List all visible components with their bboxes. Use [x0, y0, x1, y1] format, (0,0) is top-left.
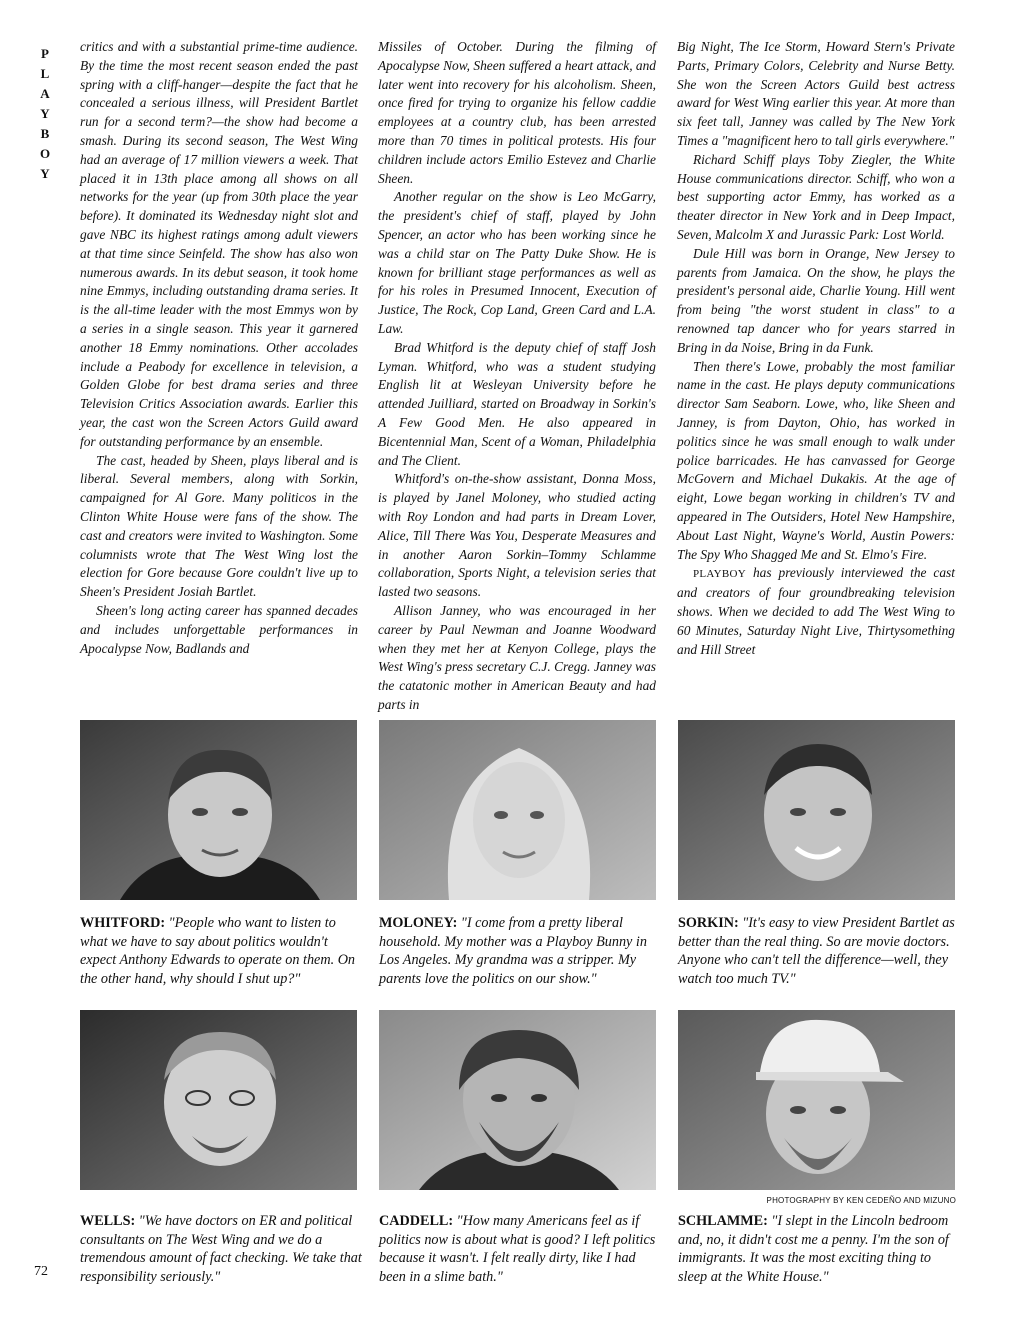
- paragraph: Sheen's long acting career has spanned decades and includes unforgettable performances in Apocalypse Now, Badlands and: [80, 602, 358, 656]
- portrait-image: [379, 1010, 656, 1190]
- portrait-image: [80, 720, 357, 900]
- caption-name: WHITFORD:: [80, 915, 166, 931]
- side-letter: A: [40, 86, 50, 101]
- portrait-image: [80, 1010, 357, 1190]
- article-column-1: [80, 38, 358, 658]
- caption-caddell: [379, 1212, 664, 1286]
- paragraph: Missiles of October. During the filming of Apocalypse Now, Sheen suffered a heart attack, and later went into recovery for his alcoholism. Sheen, once fired for trying to organize his fellow caddie employees at a country club, has been arrested more than 70 times in political protests. His four children include actors Emilio Estevez and Charlie Sheen.: [378, 39, 656, 186]
- paragraph: critics and with a substantial prime-time audience. By the time the most recent season ended the past spring with a cliff-hanger—despite the fact that he concealed a serious illness, will President Bartlet run for a second term?—the show had become a smash. During its second season, The West Wing had an average of 17 million viewers a week. That placed it in 13th place among all shows on all networks for the year (up from 30th place the year before). It dominated its Wednesday night slot and gave NBC its highest ratings among adult viewers at that time since Seinfeld. The show has also won numerous awards. In its debut season, it took home nine Emmys, including outstanding drama series. It is the all-time leader with the most Emmys won by a series in a single season. This year it garnered another 18 Emmy nominations. Other accolades include a Peabody for excellence in television, a Golden Globe for best drama series and three Television Critics Association awards. Earlier this year, the cast won the Screen Actors Guild award for outstanding performance by an ensemble.: [80, 39, 358, 449]
- paragraph-text: has previously interviewed the cast and creators of four groundbreaking television shows. When we decided to add The West Wing to 60 Minutes, Saturday Night Live, Thirtysomething and Hill Street: [677, 565, 955, 657]
- side-letter: B: [40, 126, 50, 141]
- caption-name: SORKIN:: [678, 915, 739, 931]
- caption-whitford: [80, 914, 365, 988]
- paragraph: Another regular on the show is Leo McGarry, the president's chief of staff, played by John Spencer, an actor who has been working since he was a child star on The Patty Duke Show. He is known for brilliant stage performances as well as for his roles in Presumed Innocent, Execution of Justice, The Rock, Cop Land, Green Card and L.A. Law.: [378, 189, 656, 336]
- caption-quote: "How many Americans feel as if politics now is about what is good? I left politics because it wasn't. I felt really dirty, like I had been in a slime bath.": [379, 1213, 656, 1285]
- portrait-image: [678, 1010, 955, 1190]
- paragraph: Then there's Lowe, probably the most familiar name in the cast. He plays deputy communications director Sam Seaborn. Lowe, who, like Sheen and Janney, is from Dayton, Ohio, has worked in politics since he was small enough to walk under police barricades. He has canvassed for George McGovern and Michael Dukakis. At the age of eight, Lowe began working in children's TV and appeared in The Outsiders, Hotel New Hampshire, About Last Night, Wayne's World, Austin Powers: The Spy Who Shagged Me and St. Elmo's Fire.: [677, 358, 955, 562]
- paragraph: Big Night, The Ice Storm, Howard Stern's Private Parts, Primary Colors, Celebrity and Nurse Betty. She won the Screen Actors Guild best actress award for West Wing earlier this year. At more than six feet tall, Janney was called by The New York Times a "magnificent hero to tall girls everywhere.": [677, 39, 955, 148]
- page-number: 72: [34, 1264, 48, 1279]
- side-letter: O: [39, 146, 51, 161]
- paragraph: Whitford's on-the-show assistant, Donna Moss, is played by Janel Moloney, who studied acting with Roy London and had parts in Dream Lover, Alice, Till There Was You, Desperate Measures and in another Aaron Sorkin–Tommy Schlamme collaboration, Sports Night, a television series that lasted two seasons.: [378, 471, 656, 600]
- smallcaps-playboy: PLAYBOY: [693, 568, 747, 581]
- side-letter: Y: [40, 166, 50, 181]
- article-column-2: [378, 38, 656, 715]
- caption-wells: [80, 1212, 365, 1286]
- paragraph: Dule Hill was born in Orange, New Jersey to parents from Jamaica. On the show, he plays the president's personal aide, Charlie Young. Hill went from being "the worst student in class" to a renowned tap dancer who for years starred in Bring in da Noise, Bring in da Funk.: [677, 245, 955, 355]
- caption-quote: "We have doctors on ER and political consultants on The West Wing and we do a tremendous amount of fact checking. We take that responsibility seriously.": [80, 1213, 362, 1285]
- caption-name: MOLONEY:: [379, 915, 458, 931]
- photo-sorkin: [678, 720, 955, 900]
- paragraph: Allison Janney, who was encouraged in her career by Paul Newman and Joanne Woodward when they met her at Kenyon College, plays the West Wing's press secretary C.J. Cregg. Janney was the catatonic mother in American Beauty and had parts in: [378, 602, 656, 712]
- caption-quote: "It's easy to view President Bartlet as better than the real thing. So are movie doctors. Anyone who can't tell the difference—well, they watch too much TV.": [678, 915, 955, 987]
- paragraph: Richard Schiff plays Toby Ziegler, the White House communications director. Schiff, who won a best supporting actor Emmy, has worked as a theater director in New York and in Deep Impact, Seven, Malcolm X and Jurassic Park: Lost World.: [677, 151, 955, 242]
- photo-credit: PHOTOGRAPHY BY KEN CEDEÑO AND MIZUNO: [766, 1196, 956, 1205]
- caption-quote: "I come from a pretty liberal household. My mother was a Playboy Bunny in Los Angeles. My grandma was a stripper. My parents love the politics on our show.": [379, 915, 647, 987]
- caption-moloney: [379, 914, 664, 988]
- caption-quote: "People who want to listen to what we have to say about politics wouldn't expect Anthony Edwards to operate on them. On the other hand, why should I shut up?": [80, 915, 356, 987]
- caption-schlamme: [678, 1212, 958, 1286]
- side-letter: L: [40, 66, 50, 81]
- caption-quote: "I slept in the Lincoln bedroom and, no, it didn't cost me a penny. I'm the son of immigrants. It was the most exciting thing to sleep at the White House.": [678, 1213, 949, 1285]
- side-letter: P: [41, 46, 49, 61]
- magazine-side-label: [36, 44, 54, 184]
- portrait-image: [678, 720, 955, 900]
- photo-caddell: [379, 1010, 656, 1190]
- photo-moloney: [379, 720, 656, 900]
- caption-name: CADDELL:: [379, 1213, 454, 1229]
- caption-name: SCHLAMME:: [678, 1213, 768, 1229]
- caption-sorkin: [678, 914, 958, 988]
- paragraph: [677, 564, 955, 659]
- photo-schlamme: [678, 1010, 955, 1190]
- side-letter: Y: [40, 106, 50, 121]
- portrait-image: [379, 720, 656, 900]
- photo-whitford: [80, 720, 357, 900]
- paragraph: Brad Whitford is the deputy chief of staff Josh Lyman. Whitford, who was a student studying English lit at Wesleyan University before he attended Juilliard, started on Broadway in Sorkin's A Few Good Men. He also appeared in Bicentennial Man, Scent of a Woman, Philadelphia and The Client.: [378, 339, 656, 468]
- article-column-3: [677, 38, 955, 659]
- caption-name: WELLS:: [80, 1213, 136, 1229]
- photo-wells: [80, 1010, 357, 1190]
- paragraph: The cast, headed by Sheen, plays liberal and is liberal. Several members, along with Sorkin, campaigned for Al Gore. Many politicos in the Clinton White House were fans of the show. The cast and creators were invited to Washington. Some columnists wrote that The West Wing lost the election for Gore because Gore couldn't live up to Sheen's President Josiah Bartlet.: [80, 452, 358, 600]
